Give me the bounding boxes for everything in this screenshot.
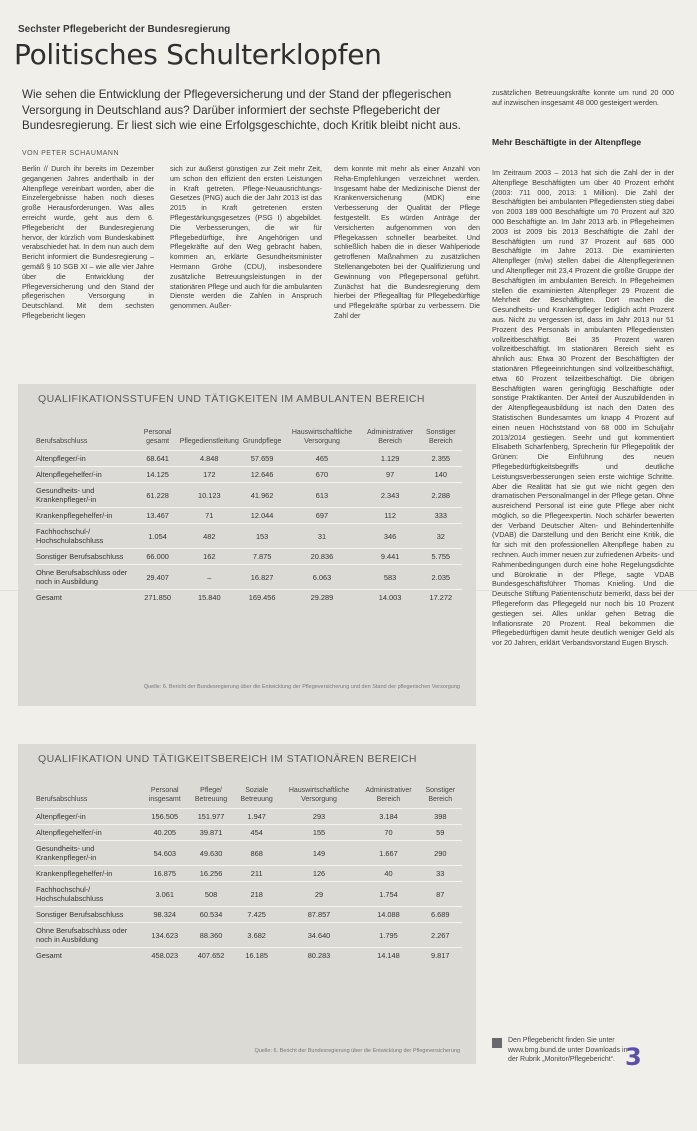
table-ambulant xyxy=(18,384,476,706)
table-cell: 153 xyxy=(241,524,284,549)
table-cell: 140 xyxy=(420,467,462,483)
table-cell: 5.755 xyxy=(420,549,462,565)
row-label: Gesundheits- und Krankenpfleger/-in xyxy=(34,841,141,866)
table-cell: 32 xyxy=(420,524,462,549)
table-row xyxy=(34,907,462,923)
data-table xyxy=(34,786,462,963)
column-header: Sonstiger Bereich xyxy=(425,787,456,803)
row-label: Altenpfleger/-in xyxy=(34,809,141,825)
table-cell: 40 xyxy=(358,866,418,882)
column-header: Soziale Betreuung xyxy=(240,787,273,803)
table-cell: 112 xyxy=(361,508,420,524)
table-cell: 68.641 xyxy=(138,451,178,467)
table-row xyxy=(34,451,462,467)
table-row xyxy=(34,590,462,606)
page-number: 3 xyxy=(625,1043,642,1071)
right-column-body: Im Zeitraum 2003 – 2013 hat sich die Zahl der in der Altenpflege Beschäftigten um über 40 Prozent erhöht (2003: 711 000, 2013: 1 Million). Die Zahl der Beschäftigten bei ambulanten Pflegediensten stieg dabei von 2003 189 000 Beschäftigte um 70 Prozent auf 320 000 Beschäftigte an. Im Jahr 2013 arb. in Pflegeheimen 2003 ist 2009 bis 2013 Beschäftigte die Zahl der Beschäftigten um rund 37 Prozent auf 685 000 Beschäftigte im Jahre 2013. Die examinierten Altenpfleger (m/w) stellen dabei die Altenpflegerinnen und Altenpfleger mit 23,4 Prozent die größte Gruppe der Beschäftigten im ambulanten Bereich. In Pflegeheimen stellen die examinierten Altenpfleger 29 Prozent die Mehrheit der Beschäftigten. Dort machen die Gesundheits- und Krankenpfleger lediglich acht Prozent aus. Nicht zu vergessen ist, dass im Jahr 2013 nur 51 Prozent des Personals in ambulanten Pflegediensten vollzeitbeschäftigt. Bei 35 Prozent waren vollzeitbeschäftigt. Im stationären Bereich sieht es ähnlich aus: Etwa 30 Prozent der Beschäftigten der stationären Pflegeeinrichtungen sind vollzeitbeschäftigt, etwa 60 Prozent teilzeitbeschäftigt. Die übrigen Beschäftigten waren geringfügig Beschäftigte oder sonstige Praktikanten. Der Anteil der Auszubildenden in der Altenpflegeausbildung ist nach den Daten des Statistischen Bundesamtes um knapp 4 Prozent auf einen neuen Höchststand von 68 000 im Schuljahr 2013/2014 gestiegen. Seehr und gut kommentiert Elisabeth Scharfenberg, Sprecherin für Pflegepolitik der Grünen: Die Einführung des neuen Pflegebedürftigkeitsbegriffs und deutliche Leistungsverbesserungen seien erste wichtige Schritte. Aber die Realität hat sie gut wie nicht gegen den dramatischen Personalmangel in der Pflege getan. Ohne ausreichend Personal ist eine gute Pflege aber nicht möglich, so die Pflegeexpertin. Noch schärfer bewerten der Verband Deutscher Alten- und Behindertenhilfe (VDAB) die Darstellung und den Bericht eine Kritik, die für sich mit den professionellen Altenpflege haben zu rechnen. Auch immer neuen zur zufriedenen Arbeits- und Rahmenbedingungen durch eine hohe Regelungsdichte und Bürokratie in der Pflege, sagte VDAB Bundesgeschäftsführer Thomas Knieling. Und die Deutsche Stiftung Patientenschutz bemerkt, dass bei der Pflegereform das Pflegegeld nur noch bis 10 Prozent gestiegen sei. Alles unklar gehen Betrag die Inflationsrate 20 Prozent. Real bekommen die Pflegebedürftigen damit heute deutlich weniger Geld als vor 20 Jahren, erklärt Verbandsvorstand Eugen Brysch. xyxy=(492,168,674,648)
table-cell: 126 xyxy=(280,866,359,882)
table-cell: 57.659 xyxy=(241,451,284,467)
table-cell: 59 xyxy=(419,825,462,841)
table-cell: 80.283 xyxy=(280,948,359,964)
table-cell: 670 xyxy=(283,467,360,483)
table-row xyxy=(34,948,462,964)
table-cell: 407.652 xyxy=(188,948,233,964)
table-cell: 398 xyxy=(419,809,462,825)
table-cell: 149 xyxy=(280,841,359,866)
row-label: Krankenpflegehelfer/-in xyxy=(34,508,138,524)
byline: VON PETER SCHAUMANN xyxy=(22,150,120,157)
row-label: Gesamt xyxy=(34,948,141,964)
table-cell: 1.754 xyxy=(358,882,418,907)
table-cell: 20.836 xyxy=(283,549,360,565)
column-header: Personal gesamt xyxy=(143,429,172,445)
column-header: Berufsabschluss xyxy=(36,438,88,445)
table-row xyxy=(34,809,462,825)
column-header: Personal insgesamt xyxy=(148,787,181,803)
table-cell: 14.003 xyxy=(361,590,420,606)
table-cell: 54.603 xyxy=(141,841,188,866)
table-cell: 29 xyxy=(280,882,359,907)
table-cell: 88.360 xyxy=(188,923,233,948)
table-cell: 1.947 xyxy=(234,809,280,825)
table-cell: 2.343 xyxy=(361,483,420,508)
table-cell: 1.054 xyxy=(138,524,178,549)
table-cell: 7.425 xyxy=(234,907,280,923)
table-cell: 13.467 xyxy=(138,508,178,524)
table-cell: 293 xyxy=(280,809,359,825)
table-cell: 290 xyxy=(419,841,462,866)
table-row xyxy=(34,467,462,483)
square-bullet-icon xyxy=(492,1038,502,1048)
article-lead: Wie sehen die Entwicklung der Pflegeversicherung und der Stand der pflegerischen Versorgung in Deutschland aus? Darüber informiert der sechste Pflegebericht der Bundesregierung. Er liest sich wie eine Erfolgsgeschichte, doch Kritik bleibt nicht aus. xyxy=(22,88,461,133)
body-column-3: dem konnte mit mehr als einer Anzahl von Reha-Empfehlungen verzeichnet werden. Insgesamt habe der Medizinische Dienst der Krankenversicherung (MDK) eine Verbesserung der Qualität der Pflege festgestellt. Es würden Anträge der Versicherten aufgenommen von den Pflegekassen schneller bearbeitet. Und schließlich haben die in dieser Wahlperiode getroffenen Maßnahmen zu zusätzlichen Stellenangeboten bei der Qualifizierung und Gewinnung von Pflegepersonal geführt. Zunächst hat die Bundesregierung dem hierbei der Pflegealltag für Pflegebedürftige und Pflegekräfte spürbar zu verbessern. Die Zahl der xyxy=(334,164,480,320)
table-row xyxy=(34,483,462,508)
table-cell: 16.185 xyxy=(234,948,280,964)
body-column-1: Berlin // Durch ihr bereits im Dezember gegangenen Jahres anderthalb in der Altenpflege vereinbart worden, aber die Einzelergebnisse haben noch dieses große Herausforderungen. Was alles erreicht wurde, geht aus dem 6. Pflegebericht der Bundesregierung hervor, der kürzlich vom Bundeskabinett verabschiedet hat. In dem nun auch dem Bericht informiert die Bundesregierung – gemäß § 10 SGB XI – wie alle vier Jahre über die Entwicklung der Pflegeversicherung und den Stand der pflegerischen Versorgung in Deutschland. Mit dem sechsten Pflegebericht liegen xyxy=(22,164,154,320)
table-cell: 87.857 xyxy=(280,907,359,923)
table-cell: 41.962 xyxy=(241,483,284,508)
table-cell: 2.355 xyxy=(420,451,462,467)
table-cell: 583 xyxy=(361,565,420,590)
table-row xyxy=(34,866,462,882)
table-row xyxy=(34,825,462,841)
table-cell: 482 xyxy=(178,524,241,549)
table-cell: 71 xyxy=(178,508,241,524)
table-cell: 16.256 xyxy=(188,866,233,882)
table-cell: 151.977 xyxy=(188,809,233,825)
table-cell: 868 xyxy=(234,841,280,866)
table-cell: 1.795 xyxy=(358,923,418,948)
table-cell: 2.035 xyxy=(420,565,462,590)
table-cell: 162 xyxy=(178,549,241,565)
table-cell: 12.646 xyxy=(241,467,284,483)
table-source: Quelle: 6. Bericht der Bundesregierung über die Entwicklung der Pflegeversicherung xyxy=(254,1048,460,1054)
row-label: Gesundheits- und Krankenpfleger/-in xyxy=(34,483,138,508)
row-label: Krankenpflegehelfer/-in xyxy=(34,866,141,882)
table-cell: 155 xyxy=(280,825,359,841)
table-cell: 70 xyxy=(358,825,418,841)
body-column-2: sich zur äußerst günstigen zur Zeit mehr Zeit, um schon den effizient den ersten Leistungen in Kraft getreten. Pflege-Neuausrichtungs-Gesetzes (PNG) auch die der Jahr 2013 ist das 2015 in Kraft getretenen ersten Pflegestärkungsgesetzes (PSG I) abgebildet. Die Verbesserungen, die wir für Pflegebedürftige, ihre Angehörigen und Pflegekräfte auf den Weg gebracht haben, kommen an, erklärte Gesundheitsminister Hermann Gröhe (CDU), insbesondere zusätzliche Betreuungsleistungen in der stationären Pflege und auch für die ambulanten Dienste werden die Zahlen in Anspruch genommen. Außer- xyxy=(170,164,322,311)
data-table xyxy=(34,428,462,605)
table-cell: 14.088 xyxy=(358,907,418,923)
table-cell: 6.063 xyxy=(283,565,360,590)
table-cell: 1.667 xyxy=(358,841,418,866)
table-cell: 14.148 xyxy=(358,948,418,964)
table-cell: 66.000 xyxy=(138,549,178,565)
row-label: Ohne Berufsabschluss oder noch in Ausbildung xyxy=(34,565,138,590)
table-cell: 458.023 xyxy=(141,948,188,964)
table-cell: 9.441 xyxy=(361,549,420,565)
table-cell: 218 xyxy=(234,882,280,907)
column-header: Hauswirtschaftliche Versorgung xyxy=(288,787,350,803)
table-cell: 2.267 xyxy=(419,923,462,948)
table-cell: 7.875 xyxy=(241,549,284,565)
table-cell: 16.827 xyxy=(241,565,284,590)
table-row xyxy=(34,549,462,565)
table-cell: 134.623 xyxy=(141,923,188,948)
table-cell: 40.205 xyxy=(141,825,188,841)
table-stationaer xyxy=(18,744,476,1064)
table-cell: 15.840 xyxy=(178,590,241,606)
article-title: Politisches Schulterklopfen xyxy=(14,38,382,71)
table-cell: 271.850 xyxy=(138,590,178,606)
row-label: Ohne Berufsabschluss oder noch in Ausbildung xyxy=(34,923,141,948)
column-header: Grundpflege xyxy=(242,438,282,445)
table-cell: 346 xyxy=(361,524,420,549)
table-cell: 465 xyxy=(283,451,360,467)
table-source: Quelle: 6. Bericht der Bundesregierung über die Entwicklung der Pflegeversicherung und den Stand der pflegerischen Versorgung xyxy=(143,684,460,690)
table-cell: 14.125 xyxy=(138,467,178,483)
table-cell: 697 xyxy=(283,508,360,524)
table-cell: 9.817 xyxy=(419,948,462,964)
column-header: Pflegedienstleitung xyxy=(179,438,239,445)
right-column-top: zusätzlichen Betreuungskräfte konnte um rund 20 000 auf inzwischen insgesamt 48 000 gesteigert werden. xyxy=(492,88,674,107)
table-cell: – xyxy=(178,565,241,590)
column-header: Administrativer Bereich xyxy=(366,429,414,445)
table-cell: 10.123 xyxy=(178,483,241,508)
row-label: Altenpfleger/-in xyxy=(34,451,138,467)
table-cell: 6.689 xyxy=(419,907,462,923)
row-label: Fachhochschul-/ Hochschulabschluss xyxy=(34,524,138,549)
table-row xyxy=(34,565,462,590)
column-header: Berufsabschluss xyxy=(36,796,88,803)
kicker: Sechster Pflegebericht der Bundesregierung xyxy=(18,24,231,35)
table-cell: 211 xyxy=(234,866,280,882)
table-cell: 29.289 xyxy=(283,590,360,606)
table-row xyxy=(34,841,462,866)
table-cell: 613 xyxy=(283,483,360,508)
table-cell: 454 xyxy=(234,825,280,841)
table-cell: 60.534 xyxy=(188,907,233,923)
table-cell: 508 xyxy=(188,882,233,907)
table-cell: 17.272 xyxy=(420,590,462,606)
table-cell: 97 xyxy=(361,467,420,483)
column-header: Pflege/ Betreuung xyxy=(194,787,228,803)
column-header: Hauswirtschaftliche Versorgung xyxy=(291,429,353,445)
table-cell: 29.407 xyxy=(138,565,178,590)
table-row xyxy=(34,923,462,948)
row-label: Altenpflegehelfer/-in xyxy=(34,467,138,483)
table-title: QUALIFIKATION UND TÄTIGKEITSBEREICH IM STATIONÄREN BEREICH xyxy=(38,753,417,765)
column-header: Sonstiger Bereich xyxy=(426,429,456,445)
table-cell: 1.129 xyxy=(361,451,420,467)
table-cell: 34.640 xyxy=(280,923,359,948)
table-cell: 49.630 xyxy=(188,841,233,866)
row-label: Gesamt xyxy=(34,590,138,606)
table-cell: 3.184 xyxy=(358,809,418,825)
table-cell: 39.871 xyxy=(188,825,233,841)
table-cell: 156.505 xyxy=(141,809,188,825)
info-note: Den Pflegebericht finden Sie unter www.bmg.bund.de unter Downloads in der Rubrik „Monitor/Pflegebericht“. xyxy=(508,1037,628,1063)
table-row xyxy=(34,882,462,907)
row-label: Fachhochschul-/ Hochschulabschluss xyxy=(34,882,141,907)
table-cell: 2.288 xyxy=(420,483,462,508)
table-cell: 333 xyxy=(420,508,462,524)
row-label: Altenpflegehelfer/-in xyxy=(34,825,141,841)
table-cell: 3.061 xyxy=(141,882,188,907)
table-cell: 3.682 xyxy=(234,923,280,948)
table-cell: 61.228 xyxy=(138,483,178,508)
table-title: QUALIFIKATIONSSTUFEN UND TÄTIGKEITEN IM AMBULANTEN BEREICH xyxy=(38,393,425,405)
table-cell: 4.848 xyxy=(178,451,241,467)
row-label: Sonstiger Berufsabschluss xyxy=(34,549,138,565)
table-cell: 98.324 xyxy=(141,907,188,923)
table-cell: 16.875 xyxy=(141,866,188,882)
table-cell: 31 xyxy=(283,524,360,549)
table-row xyxy=(34,508,462,524)
right-column-heading: Mehr Beschäftigte in der Altenpflege xyxy=(492,137,642,147)
row-label: Sonstiger Berufsabschluss xyxy=(34,907,141,923)
column-header: Administrativer Bereich xyxy=(365,787,412,803)
table-cell: 12.044 xyxy=(241,508,284,524)
table-cell: 87 xyxy=(419,882,462,907)
table-cell: 169.456 xyxy=(241,590,284,606)
table-row xyxy=(34,524,462,549)
table-cell: 33 xyxy=(419,866,462,882)
table-cell: 172 xyxy=(178,467,241,483)
